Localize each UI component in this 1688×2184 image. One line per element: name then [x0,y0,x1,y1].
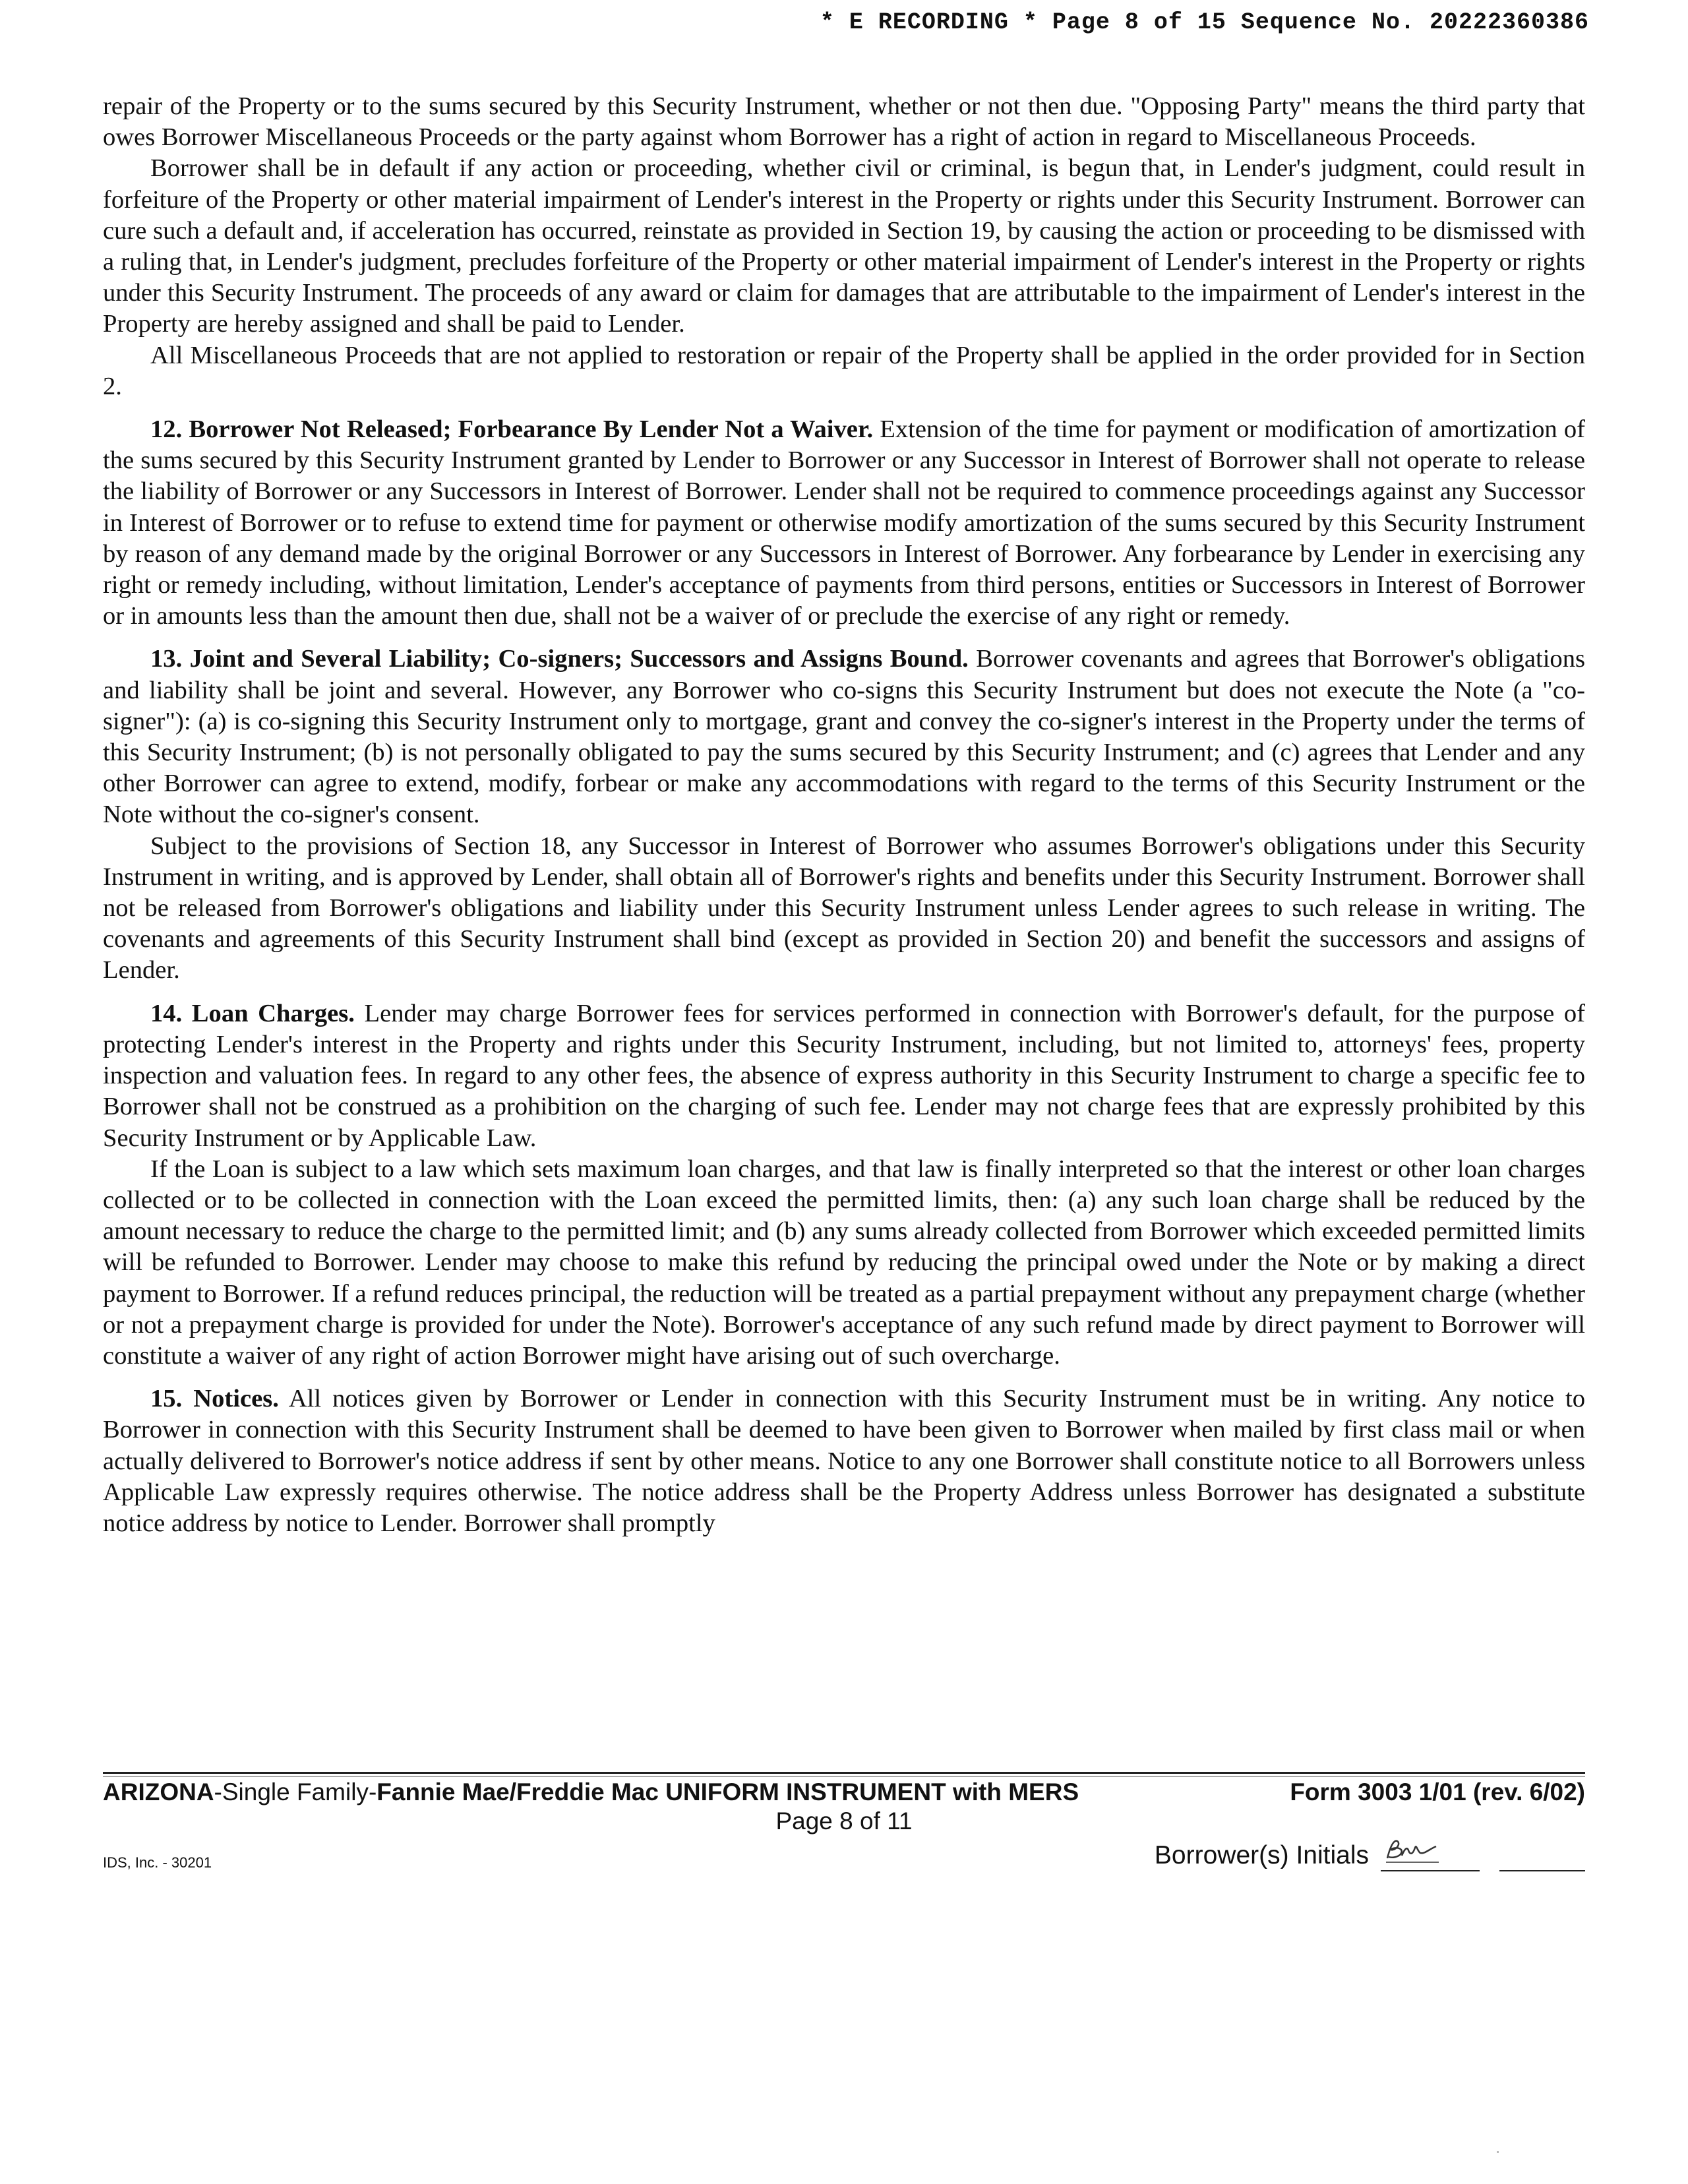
paragraph-opposing-party: repair of the Property or to the sums secured by this Security Instrument, whether or not then due. "Opposing Party" means the third party that owes Borrower Miscellaneous Proceeds or the party against whom Borrower has a right of action in regard to Miscellaneous Proceeds. [103,92,1585,152]
section-12-heading: 12. Borrower Not Released; Forbearance By Lender Not a Waiver. [150,415,874,444]
initials-label: Borrower(s) Initials [1154,1841,1369,1869]
section-15 [103,1383,1585,1539]
borrower-initials [1155,1840,1585,1871]
section-13-paragraph-2: Subject to the provisions of Section 18, any Successor in Interest of Borrower who assumes Borrower's obligations under this Security Instrument in writing, and is approved by Lender, shall obtain all of Borrower's rights and benefits under this Security Instrument. Borrower shall not be released from Borrower's obligations and liability under this Security Instrument unless Lender agrees to such release in writing. The covenants and agreements of this Security Instrument shall bind (except as provided in Section 20) and benefit the successors and assigns of Lender. [103,832,1585,985]
scan-speck [1497,2151,1499,2153]
section-13-text: Borrower covenants and agrees that Borrower's obligations and liability shall be joint and several. However, any Borrower who co-signs this Security Instrument but does not execute the Note (a "co-signer"): (a) is co-signing this Security Instrument only to mortgage, grant and convey the co-signer's interest in the Property under the terms of this Security Instrument; (b) is not personally obligated to pay the sums secured by this Security Instrument; and (c) agrees that Lender and any other Borrower can agree to extend, modify, forbear or make any accommodations with regard to the terms of this Security Instrument or the Note without the co-signer's consent. [103,645,1585,829]
form-title [103,1778,1079,1805]
form-state: ARIZONA [103,1778,214,1805]
recording-header: * E RECORDING * Page 8 of 15 Sequence No. 20222360386 [820,9,1589,36]
ids-code: IDS, Inc. - 30201 [103,1854,212,1871]
paragraph-default: Borrower shall be in default if any action or proceeding, whether civil or criminal, is begun that, in Lender's judgment, could result in forfeiture of the Property or other material impairment of Lender's interest in the Property or rights under this Security Instrument. Borrower can cure such a default and, if acceleration has occurred, reinstate as provided in Section 19, by causing the action or proceeding to be dismissed with a ruling that, in Lender's judgment, precludes forfeiture of the Property or other material impairment of Lender's interest in the Property or rights under this Security Instrument. The proceeds of any award or claim for damages that are attributable to the impairment of Lender's interest in the Property are hereby assigned and shall be paid to Lender. [103,154,1585,338]
section-15-text: All notices given by Borrower or Lender in connection with this Security Instrument must be in writing. Any notice to Borrower in connection with this Security Instrument shall be deemed to have been given to Borrower when mailed by first class mail or when actually delivered to Borrower's notice address if sent by other means. Notice to any one Borrower shall constitute notice to all Borrowers unless Applicable Law expressly requires otherwise. The notice address shall be the Property Address unless Borrower has designated a substitute notice address by notice to Lender. Borrower shall promptly [103,1385,1586,1537]
section-14-paragraph-2: If the Loan is subject to a law which sets maximum loan charges, and that law is finally interpreted so that the interest or other loan charges collected or to be collected in connection with the Loan exceed the permitted limits, then: (a) any such loan charge shall be reduced by the amount necessary to reduce the charge to the permitted limit; and (b) any sums already collected from Borrower which exceeded permitted limits will be refunded to Borrower. Lender may choose to make this refund by reducing the principal owed under the Note or by making a direct payment to Borrower. If a refund reduces principal, the reduction will be treated as a partial prepayment without any prepayment charge (whether or not a prepayment charge is provided for under the Note). Borrower's acceptance of any such refund made by direct payment to Borrower will constitute a waiver of any right of action Borrower might have arising out of such overcharge. [103,1155,1585,1370]
form-family: -Single Family- [214,1778,377,1805]
section-14 [103,998,1585,1154]
footer-rule [103,1772,1585,1774]
section-14-text: Lender may charge Borrower fees for services performed in connection with Borrower's default, for the purpose of protecting Lender's interest in the Property and rights under this Security Instrument, including, but not limited to, attorneys' fees, property inspection and valuation fees. In regard to any other fees, the absence of express authority in this Security Instrument to charge a specific fee to Borrower shall not be construed as a prohibition on the charging of such fee. Lender may not charge fees that are expressly prohibited by this Security Instrument or by Applicable Law. [103,999,1585,1152]
paragraph-miscellaneous-proceeds: All Miscellaneous Proceeds that are not applied to restoration or repair of the Property shall be applied in the order provided for in Section 2. [103,341,1585,400]
section-13 [103,644,1585,830]
form-number: Form 3003 1/01 (rev. 6/02) [1290,1778,1585,1805]
section-15-heading: 15. Notices. [150,1385,279,1413]
section-12 [103,414,1585,632]
form-instrument: Fannie Mae/Freddie Mac UNIFORM INSTRUMENT with MERS [377,1778,1079,1805]
initials-field-1[interactable] [1381,1844,1480,1871]
form-title-line [103,1778,1585,1807]
section-14-heading: 14. Loan Charges. [150,999,355,1027]
page-number: Page 8 of 11 [775,1807,913,1835]
handwritten-initials-signature [1383,1836,1443,1867]
section-12-text: Extension of the time for payment or modification of amortization of the sums secured by this Security Instrument granted by Lender to Borrower or any Successor in Interest of Borrower shall not operate to release the liability of Borrower or any Successors in Interest of Borrower. Lender shall not be required to commence proceedings against any Successor in Interest of Borrower or to refuse to extend time for payment or otherwise modify amortization of the sums secured by this Security Instrument by reason of any demand made by the original Borrower or any Successors in Interest of Borrower. Any forbearance by Lender in exercising any right or remedy including, without limitation, Lender's acceptance of payments from third persons, entities or Successors in Interest of Borrower or in amounts less than the amount then due, shall not be a waiver of or preclude the exercise of any right or remedy. [103,415,1585,630]
document-body [103,91,1585,1539]
section-13-heading: 13. Joint and Several Liability; Co-signers; Successors and Assigns Bound. [150,645,969,673]
initials-field-2[interactable] [1499,1844,1585,1871]
